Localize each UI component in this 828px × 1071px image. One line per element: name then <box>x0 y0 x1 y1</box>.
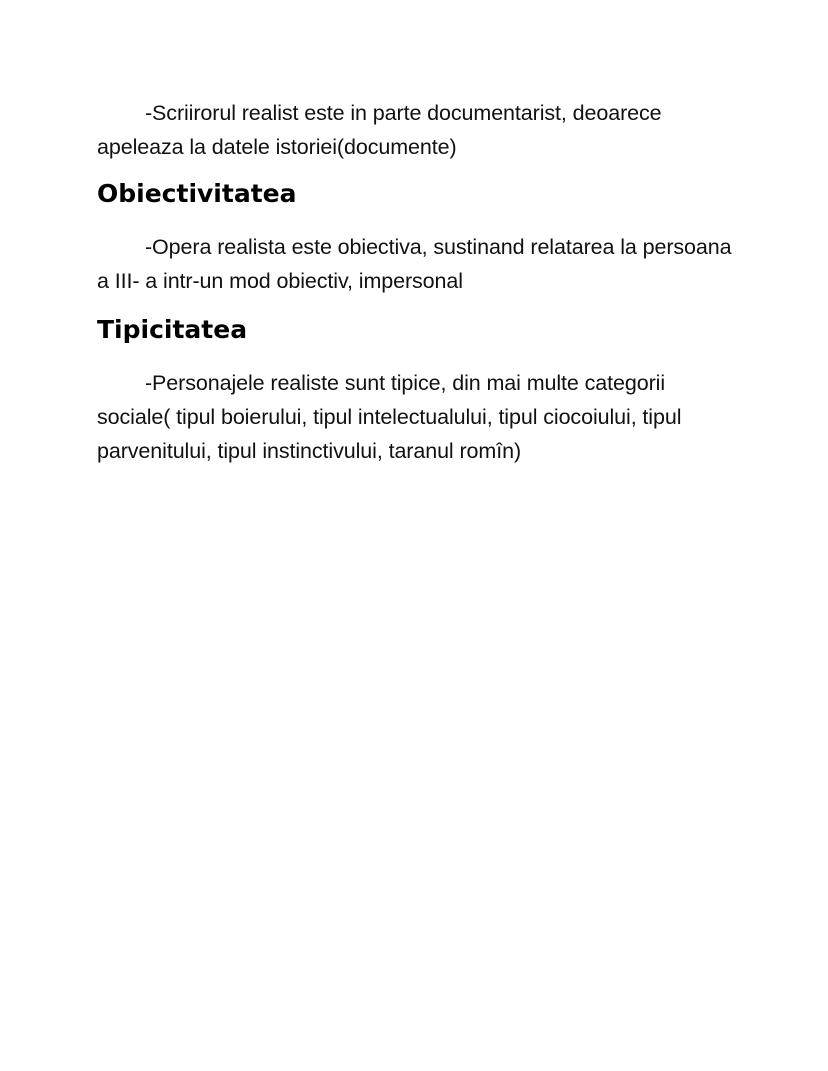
section-heading-obiectivitatea: Obiectivitatea <box>97 179 297 208</box>
section-paragraph-tipicitatea: -Personajele realiste sunt tipice, din mai multe categorii sociale( tipul boierului, tipul intelectualului, tipul ciocoiului, tipul parvenitului, tipul instinctivului, taranul romîn) <box>97 371 682 463</box>
intro-paragraph: -Scriirorul realist este in parte documentarist, deoarece apeleaza la datele istoriei(documente) <box>97 101 662 159</box>
section-heading-tipicitatea: Tipicitatea <box>97 315 248 344</box>
section-paragraph-obiectivitatea: -Opera realista este obiectiva, sustinand relatarea la persoana a III- a intr-un mod obiectiv, impersonal <box>97 235 732 293</box>
document-body <box>97 96 737 468</box>
